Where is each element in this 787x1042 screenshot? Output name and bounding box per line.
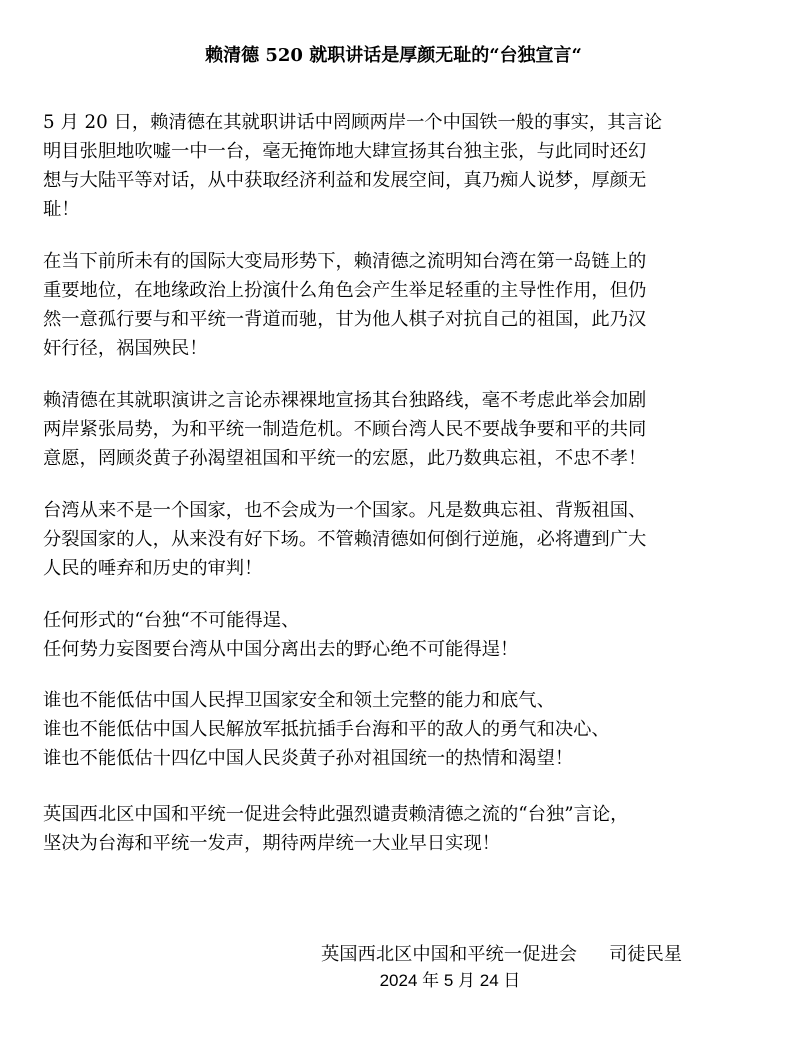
- paragraph-line: 谁也不能低估十四亿中国人民炎黄子孙对祖国统一的热情和渴望！: [43, 748, 574, 769]
- paragraph-3: [43, 386, 763, 473]
- paragraph-line: 5 月 20 日，赖清德在其就职讲话中罔顾两岸一个中国铁一般的事实，其言论: [43, 112, 663, 133]
- paragraph-line: 在当下前所未有的国际大变局形势下，赖清德之流明知台湾在第一岛链上的: [43, 251, 647, 272]
- paragraph-line: 奸行径，祸国殃民！: [43, 338, 208, 359]
- paragraph-line: 坚决为台海和平统一发声，期待两岸统一大业早日实现！: [43, 833, 501, 854]
- paragraph-5: [43, 606, 763, 664]
- signature-date: 2024 年 5 月 24 日: [379, 971, 521, 990]
- paragraph-line: 任何势力妄图要台湾从中国分离出去的野心绝不可能得逞！: [43, 639, 519, 660]
- document-title: 赖清德 520 就职讲话是厚颜无耻的“台独宣言“: [205, 45, 582, 66]
- paragraph-line: 台湾从来不是一个国家，也不会成为一个国家。凡是数典忘祖、背叛祖国、: [43, 500, 647, 521]
- paragraph-line: 重要地位，在地缘政治上扮演什么角色会产生举足轻重的主导性作用，但仍: [43, 280, 647, 301]
- paragraph-line: 明目张胆地吹嘘一中一台，毫无掩饰地大肆宣扬其台独主张，与此同时还幻: [43, 141, 647, 162]
- paragraph-line: 任何形式的“台独“不可能得逞、: [43, 610, 300, 631]
- paragraph-line: 人民的唾弃和历史的审判！: [43, 558, 263, 579]
- paragraph-1: [43, 108, 763, 224]
- paragraph-2: [43, 247, 763, 363]
- signature-person: 司徒民星: [608, 944, 683, 965]
- signature-organization: 英国西北区中国和平统一促进会: [321, 944, 577, 965]
- paragraph-line: 英国西北区中国和平统一促进会特此强烈谴责赖清德之流的“台独”言论，: [43, 804, 629, 825]
- paragraph-4: [43, 496, 763, 583]
- paragraph-line: 谁也不能低估中国人民捍卫国家安全和领土完整的能力和底气、: [43, 690, 555, 711]
- paragraph-line: 两岸紧张局势，为和平统一制造危机。不顾台湾人民不要战争要和平的共同: [43, 419, 647, 440]
- paragraph-line: 赖清德在其就职演讲之言论赤裸裸地宣扬其台独路线，毫不考虑此举会加剧: [43, 390, 647, 411]
- paragraph-6: [43, 686, 763, 773]
- paragraph-line: 耻！: [43, 199, 80, 220]
- paragraph-line: 然一意孤行要与和平统一背道而驰，甘为他人棋子对抗自己的祖国，此乃汉: [43, 309, 647, 330]
- paragraph-line: 意愿，罔顾炎黄子孙渴望祖国和平统一的宏愿，此乃数典忘祖，不忠不孝！: [43, 448, 647, 469]
- signature-line: [321, 940, 682, 969]
- paragraph-line: 谁也不能低估中国人民解放军抵抗插手台海和平的敌人的勇气和决心、: [43, 719, 610, 740]
- paragraph-line: 分裂国家的人，从来没有好下场。不管赖清德如何倒行逆施，必将遭到广大: [43, 529, 647, 550]
- paragraph-line: 想与大陆平等对话，从中获取经济利益和发展空间，真乃痴人说梦，厚颜无: [43, 170, 647, 191]
- paragraph-7: [43, 800, 763, 858]
